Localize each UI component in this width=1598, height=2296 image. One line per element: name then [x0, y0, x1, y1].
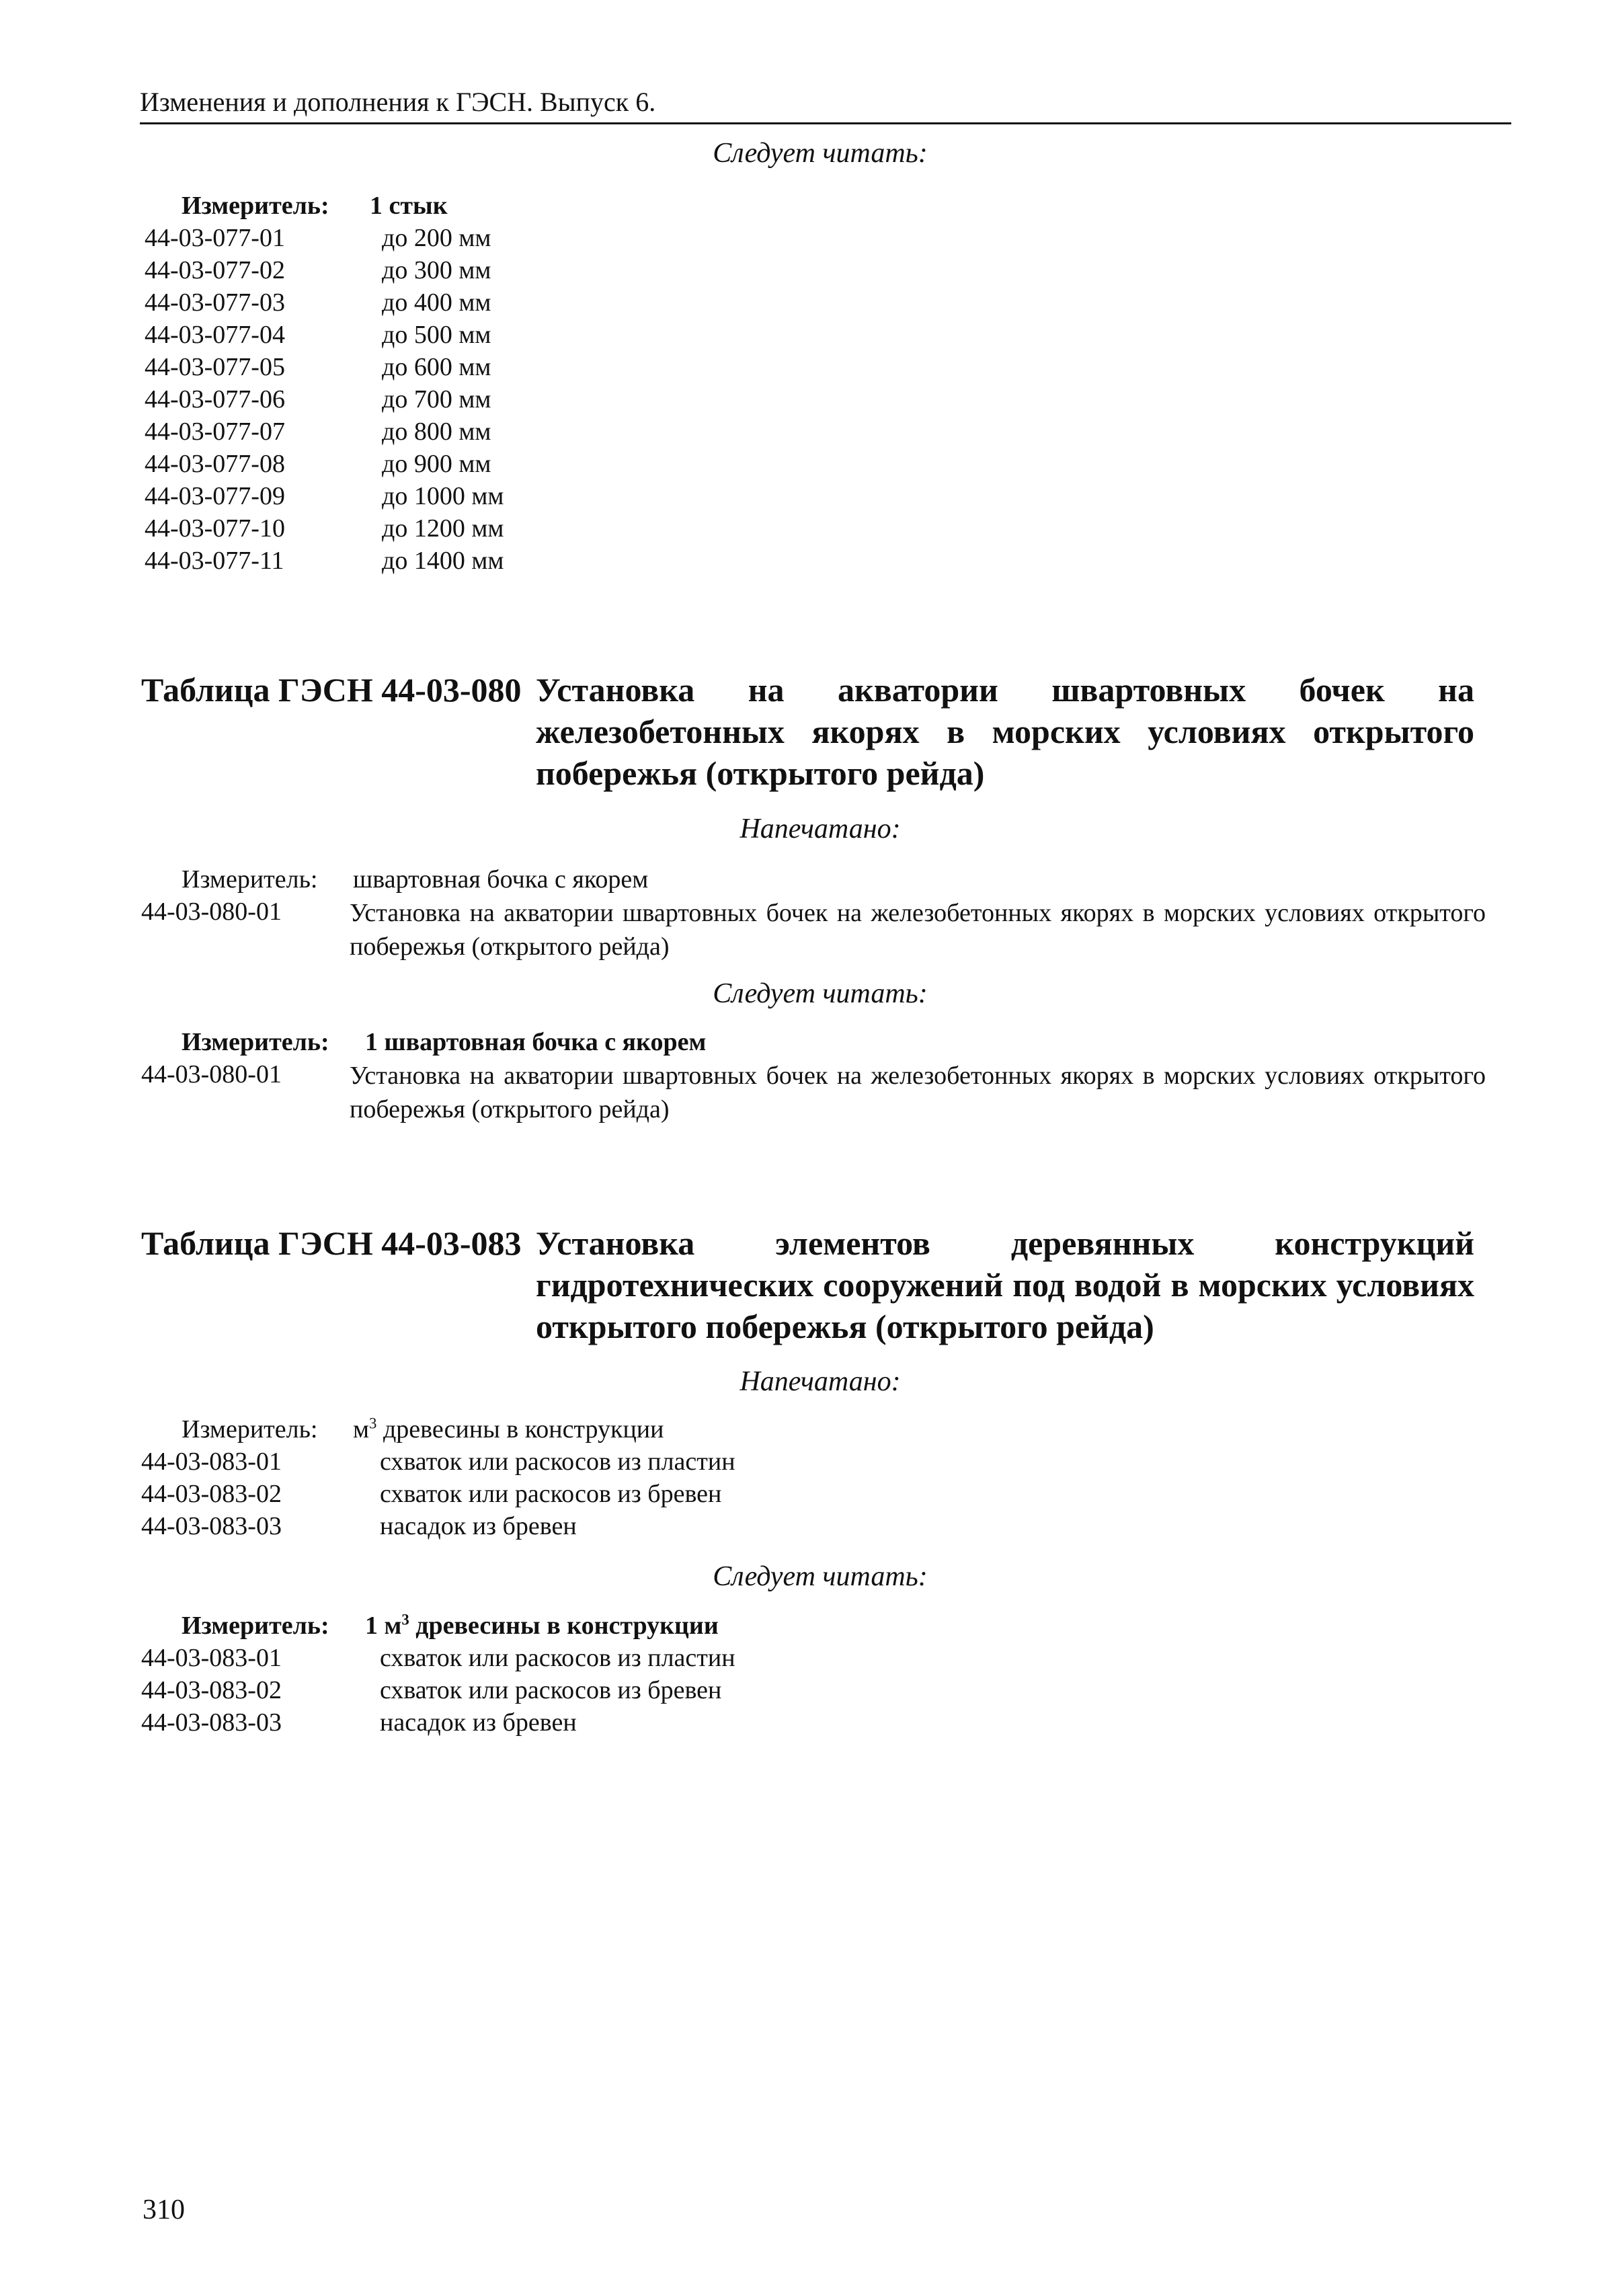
row-value: до 200 мм — [382, 224, 491, 252]
row-value: до 700 мм — [382, 385, 491, 413]
row-value: до 800 мм — [382, 418, 491, 446]
row-value: до 1000 мм — [382, 482, 504, 510]
meter-label: Измеритель: — [182, 1415, 318, 1443]
row-code: 44-03-077-05 — [145, 353, 285, 381]
row-value: до 500 мм — [382, 321, 491, 349]
table-080-heading — [0, 669, 1598, 803]
row-code: 44-03-077-04 — [145, 321, 285, 349]
meter-label: Измеритель: — [182, 1028, 329, 1056]
row-code: 44-03-077-06 — [145, 385, 285, 413]
meter-value: 1 стык — [370, 192, 448, 220]
row-value: схваток или раскосов из бревен — [380, 1480, 722, 1508]
table-080-printed-description: Установка на акватории швартовных бочек на железобетонных якорях в морских условиях открытого побережья (открытого рейда) — [350, 899, 1486, 961]
row-value: до 300 мм — [382, 256, 491, 284]
row-code: 44-03-077-03 — [145, 288, 285, 317]
table-083-label: Таблица ГЭСН 44-03-083 — [141, 1224, 522, 1262]
row-value: до 400 мм — [382, 288, 491, 317]
row-value: схваток или раскосов из бревен — [380, 1676, 722, 1704]
running-header: Изменения и дополнения к ГЭСН. Выпуск 6. — [140, 87, 656, 117]
row-code: 44-03-077-10 — [145, 514, 285, 543]
meter-label: Измеритель: — [182, 865, 318, 894]
row-code: 44-03-077-08 — [145, 450, 285, 478]
row-code: 44-03-083-02 — [141, 1676, 282, 1704]
row-code: 44-03-080-01 — [141, 1060, 282, 1088]
meter-label: Измеритель: — [182, 1612, 329, 1640]
header-rule — [140, 122, 1511, 124]
table-080-corrected-subtitle: Следует читать: — [713, 978, 928, 1009]
table-080-label: Таблица ГЭСН 44-03-080 — [141, 671, 522, 709]
row-code: 44-03-083-02 — [141, 1480, 282, 1508]
row-code: 44-03-077-02 — [145, 256, 285, 284]
row-code: 44-03-077-09 — [145, 482, 285, 510]
row-value: насадок из бревен — [380, 1708, 577, 1737]
row-code: 44-03-083-03 — [141, 1708, 282, 1737]
row-code: 44-03-083-03 — [141, 1512, 282, 1540]
row-code: 44-03-077-07 — [145, 418, 285, 446]
row-code: 44-03-077-11 — [145, 547, 284, 575]
meter-label: Измеритель: — [182, 192, 329, 220]
row-value: схваток или раскосов из пластин — [380, 1448, 735, 1476]
table-083-corrected-subtitle: Следует читать: — [713, 1561, 928, 1592]
meter-value: швартовная бочка с якорем — [353, 865, 649, 894]
row-code: 44-03-083-01 — [141, 1644, 282, 1672]
row-value: до 1200 мм — [382, 514, 504, 543]
meter-value: $м^3$ древесины в конструкции — [353, 1415, 664, 1443]
table-080-corrected-description: Установка на акватории швартовных бочек на железобетонных якорях в морских условиях открытого побережья (открытого рейда) — [350, 1062, 1486, 1123]
meter-value: 1 $м^3$ древесины в конструкции — [365, 1611, 719, 1640]
row-value: насадок из бревен — [380, 1512, 577, 1540]
meter-value: 1 швартовная бочка с якорем — [365, 1028, 707, 1056]
row-value: до 1400 мм — [382, 547, 504, 575]
table-083-printed-subtitle: Напечатано: — [740, 1366, 901, 1397]
page-number: 310 — [143, 2194, 185, 2225]
row-code: 44-03-083-01 — [141, 1448, 282, 1476]
section1-subtitle: Следует читать: — [713, 138, 928, 169]
row-code: 44-03-080-01 — [141, 898, 282, 926]
row-value: до 900 мм — [382, 450, 491, 478]
row-code: 44-03-077-01 — [145, 224, 285, 252]
row-value: схваток или раскосов из пластин — [380, 1644, 735, 1672]
table-083-title: Установка элементов деревянных конструкций гидротехнических сооружений под водой в морских условиях открытого побережья (открытого рейда) — [536, 1224, 1474, 1345]
table-080-title: Установка на акватории швартовных бочек на железобетонных якорях в морских условиях открытого побережья (открытого рейда) — [536, 671, 1474, 792]
table-083-heading — [0, 1222, 1598, 1357]
row-value: до 600 мм — [382, 353, 491, 381]
table-080-printed-subtitle: Напечатано: — [740, 814, 901, 844]
